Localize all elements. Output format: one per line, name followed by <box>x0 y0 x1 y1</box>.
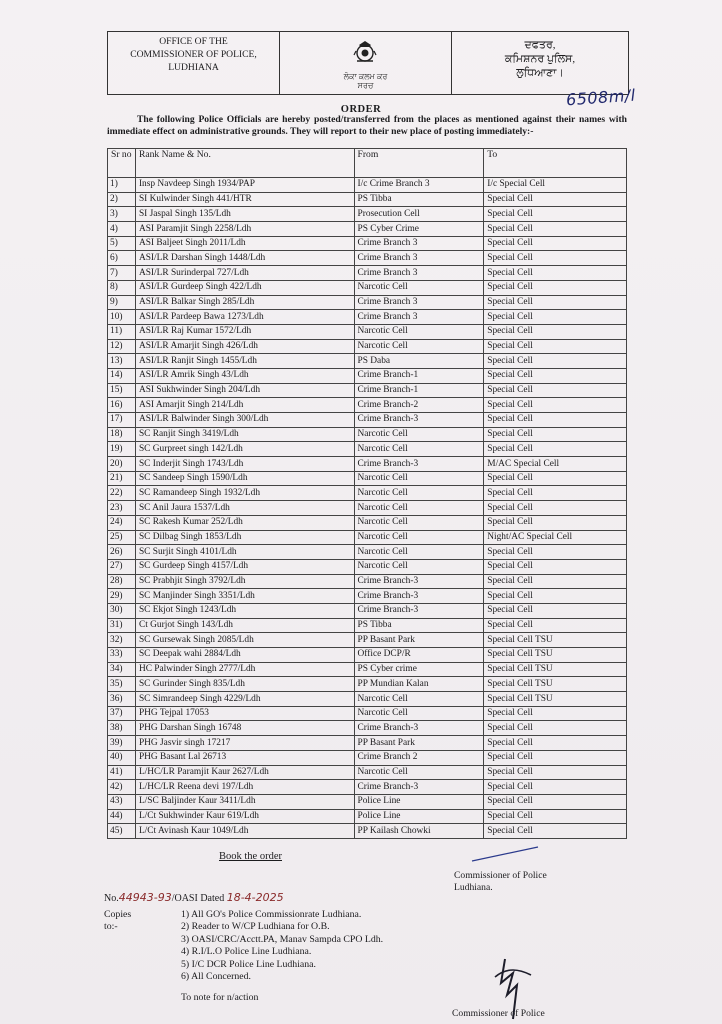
row-from: PS Daba <box>354 354 484 369</box>
table-row <box>108 457 627 472</box>
row-to: M/AC Special Cell <box>484 457 627 472</box>
office-name-english <box>108 32 280 94</box>
letterhead <box>107 31 629 95</box>
row-from: Narcotic Cell <box>354 692 484 707</box>
row-sr-no: 36) <box>108 692 136 707</box>
row-to: Special Cell <box>484 545 627 560</box>
row-sr-no: 13) <box>108 354 136 369</box>
row-rank-name: L/HC/LR Paramjit Kaur 2627/Ldh <box>135 765 354 780</box>
row-sr-no: 33) <box>108 648 136 663</box>
row-rank-name: SC Prabhjit Singh 3792/Ldh <box>135 574 354 589</box>
table-row <box>108 368 627 383</box>
ref-number: 44943-93 <box>118 891 172 904</box>
row-from: Crime Branch-3 <box>354 413 484 428</box>
row-sr-no: 8) <box>108 280 136 295</box>
row-sr-no: 7) <box>108 266 136 281</box>
row-to: Special Cell <box>484 339 627 354</box>
office-line-punjabi: ਕਮਿਸ਼ਨਰ ਪੁਲਿਸ, <box>504 53 576 65</box>
table-row <box>108 280 627 295</box>
row-rank-name: ASI/LR Gurdeep Singh 422/Ldh <box>135 280 354 295</box>
row-from: Crime Branch-3 <box>354 780 484 795</box>
row-to: Special Cell <box>484 824 627 839</box>
row-rank-name: PHG Basant Lal 26713 <box>135 750 354 765</box>
row-sr-no: 2) <box>108 192 136 207</box>
row-sr-no: 22) <box>108 486 136 501</box>
row-sr-no: 1) <box>108 178 136 193</box>
row-to: Special Cell <box>484 222 627 237</box>
row-from: PP Kailash Chowki <box>354 824 484 839</box>
row-to: Special Cell <box>484 192 627 207</box>
row-from: Narcotic Cell <box>354 545 484 560</box>
row-from: Police Line <box>354 809 484 824</box>
row-sr-no: 38) <box>108 721 136 736</box>
row-rank-name: SC Gurinder Singh 835/Ldh <box>135 677 354 692</box>
row-rank-name: L/SC Baljinder Kaur 3411/Ldh <box>135 794 354 809</box>
table-row <box>108 721 627 736</box>
row-rank-name: ASI/LR Ranjit Singh 1455/Ldh <box>135 354 354 369</box>
row-from: Narcotic Cell <box>354 501 484 516</box>
row-to: Special Cell <box>484 295 627 310</box>
row-rank-name: ASI/LR Raj Kumar 1572/Ldh <box>135 324 354 339</box>
table-row <box>108 633 627 648</box>
table-row <box>108 501 627 516</box>
table-row <box>108 780 627 795</box>
table-row <box>108 178 627 193</box>
row-to: Special Cell <box>484 207 627 222</box>
row-from: I/c Crime Branch 3 <box>354 178 484 193</box>
row-from: Narcotic Cell <box>354 706 484 721</box>
table-row <box>108 559 627 574</box>
row-to: Special Cell <box>484 383 627 398</box>
row-rank-name: ASI Sukhwinder Singh 204/Ldh <box>135 383 354 398</box>
header-rank-name: Rank Name & No. <box>135 149 354 178</box>
emblem-caption <box>280 72 451 90</box>
row-rank-name: HC Palwinder Singh 2777/Ldh <box>135 662 354 677</box>
table-row <box>108 618 627 633</box>
row-rank-name: PHG Jasvir singh 17217 <box>135 736 354 751</box>
row-rank-name: SC Dilbag Singh 1853/Ldh <box>135 530 354 545</box>
table-row <box>108 648 627 663</box>
row-to: Special Cell <box>484 354 627 369</box>
row-to: Special Cell <box>484 310 627 325</box>
row-from: Narcotic Cell <box>354 442 484 457</box>
table-row <box>108 339 627 354</box>
row-rank-name: SC Anil Jaura 1537/Ldh <box>135 501 354 516</box>
row-from: Crime Branch-3 <box>354 721 484 736</box>
row-rank-name: SI Jaspal Singh 135/Ldh <box>135 207 354 222</box>
row-from: Crime Branch 3 <box>354 251 484 266</box>
row-to: Special Cell <box>484 618 627 633</box>
copies-label: Copies to:- <box>104 909 132 933</box>
row-sr-no: 29) <box>108 589 136 604</box>
row-sr-no: 5) <box>108 236 136 251</box>
row-rank-name: SC Gursewak Singh 2085/Ldh <box>135 633 354 648</box>
row-rank-name: SC Ranjit Singh 3419/Ldh <box>135 427 354 442</box>
office-line: LUDHIANA <box>168 62 219 73</box>
order-title: ORDER <box>340 104 382 115</box>
row-to: Special Cell <box>484 706 627 721</box>
row-rank-name: ASI Amarjit Singh 214/Ldh <box>135 398 354 413</box>
copy-recipient: 6) All Concerned. <box>181 971 251 983</box>
office-line-punjabi: ਦਫਤਰ, <box>524 39 556 51</box>
row-rank-name: L/Ct Sukhwinder Kaur 619/Ldh <box>135 809 354 824</box>
row-sr-no: 26) <box>108 545 136 560</box>
row-sr-no: 16) <box>108 398 136 413</box>
row-to: Special Cell <box>484 780 627 795</box>
emblem-caption-line: ਲੋਕਾ ਕਲਮ ਕਰ <box>343 72 388 81</box>
row-sr-no: 4) <box>108 222 136 237</box>
row-from: Narcotic Cell <box>354 530 484 545</box>
row-sr-no: 37) <box>108 706 136 721</box>
header-from: From <box>354 149 484 178</box>
row-rank-name: ASI/LR Balwinder Singh 300/Ldh <box>135 413 354 428</box>
row-from: Crime Branch 3 <box>354 310 484 325</box>
row-to: Special Cell <box>484 721 627 736</box>
row-from: Narcotic Cell <box>354 427 484 442</box>
row-sr-no: 45) <box>108 824 136 839</box>
table-row <box>108 354 627 369</box>
signatory-bottom: Commissioner of Police <box>452 1008 545 1019</box>
header-to: To <box>484 149 627 178</box>
row-to: Special Cell TSU <box>484 692 627 707</box>
copies-list <box>181 909 511 983</box>
row-rank-name: SC Manjinder Singh 3351/Ldh <box>135 589 354 604</box>
row-sr-no: 17) <box>108 413 136 428</box>
row-sr-no: 43) <box>108 794 136 809</box>
row-from: PP Basant Park <box>354 736 484 751</box>
row-to: Special Cell <box>484 427 627 442</box>
row-sr-no: 32) <box>108 633 136 648</box>
row-to: Special Cell <box>484 574 627 589</box>
row-rank-name: ASI/LR Amrik Singh 43/Ldh <box>135 368 354 383</box>
row-to: Special Cell <box>484 603 627 618</box>
row-rank-name: SC Gurpreet singh 142/Ldh <box>135 442 354 457</box>
row-to: Special Cell <box>484 486 627 501</box>
row-rank-name: Insp Navdeep Singh 1934/PAP <box>135 178 354 193</box>
table-row <box>108 794 627 809</box>
row-rank-name: SC Gurdeep Singh 4157/Ldh <box>135 559 354 574</box>
row-from: Police Line <box>354 794 484 809</box>
intro-paragraph: The following Police Officials are hereby posted/transferred from the places as mentioned against their names with immediate effect on administrative grounds. They will report to their new place of posting immediately:- <box>107 114 627 137</box>
row-to: Special Cell <box>484 324 627 339</box>
row-from: Crime Branch-3 <box>354 589 484 604</box>
row-rank-name: ASI Baljeet Singh 2011/Ldh <box>135 236 354 251</box>
row-to: Special Cell TSU <box>484 648 627 663</box>
copy-recipient: 4) R.I/L.O Police Line Ludhiana. <box>181 946 312 958</box>
row-rank-name: ASI/LR Darshan Singh 1448/Ldh <box>135 251 354 266</box>
table-row <box>108 589 627 604</box>
signatory-block <box>454 870 547 894</box>
row-rank-name: SC Ramandeep Singh 1932/Ldh <box>135 486 354 501</box>
office-line: COMMISSIONER OF POLICE, <box>130 49 257 60</box>
ref-prefix: No. <box>104 893 119 904</box>
row-sr-no: 39) <box>108 736 136 751</box>
table-row <box>108 222 627 237</box>
row-rank-name: SI Kulwinder Singh 441/HTR <box>135 192 354 207</box>
table-row <box>108 383 627 398</box>
table-row <box>108 706 627 721</box>
ref-middle: /OASI Dated <box>171 893 225 904</box>
row-from: Office DCP/R <box>354 648 484 663</box>
table-row <box>108 809 627 824</box>
handwritten-dispatch-number: 6508m/l <box>565 85 637 110</box>
row-sr-no: 41) <box>108 765 136 780</box>
table-row <box>108 295 627 310</box>
table-row <box>108 515 627 530</box>
row-to: Special Cell <box>484 765 627 780</box>
row-rank-name: PHG Darshan Singh 16748 <box>135 721 354 736</box>
row-from: Crime Branch 3 <box>354 295 484 310</box>
row-to: Night/AC Special Cell <box>484 530 627 545</box>
row-rank-name: SC Inderjit Singh 1743/Ldh <box>135 457 354 472</box>
table-row <box>108 471 627 486</box>
copy-recipient: 3) OASI/CRC/Acctt.PA, Manav Sampda CPO Ldh. <box>181 933 384 945</box>
table-row <box>108 192 627 207</box>
row-rank-name: SC Rakesh Kumar 252/Ldh <box>135 515 354 530</box>
row-sr-no: 6) <box>108 251 136 266</box>
table-row <box>108 207 627 222</box>
table-row <box>108 236 627 251</box>
copy-recipient: 5) I/C DCR Police Line Ludhiana. <box>181 958 316 970</box>
row-from: Narcotic Cell <box>354 486 484 501</box>
row-from: Crime Branch-1 <box>354 383 484 398</box>
row-from: Crime Branch-3 <box>354 457 484 472</box>
row-to: Special Cell <box>484 794 627 809</box>
row-from: PP Basant Park <box>354 633 484 648</box>
row-rank-name: SC Sandeep Singh 1590/Ldh <box>135 471 354 486</box>
row-sr-no: 14) <box>108 368 136 383</box>
table-row <box>108 750 627 765</box>
row-from: Crime Branch 3 <box>354 236 484 251</box>
row-rank-name: SC Surjit Singh 4101/Ldh <box>135 545 354 560</box>
row-from: Crime Branch-3 <box>354 574 484 589</box>
row-rank-name: ASI Paramjit Singh 2258/Ldh <box>135 222 354 237</box>
table-row <box>108 530 627 545</box>
row-from: PP Mundian Kalan <box>354 677 484 692</box>
row-from: Prosecution Cell <box>354 207 484 222</box>
row-sr-no: 34) <box>108 662 136 677</box>
row-sr-no: 40) <box>108 750 136 765</box>
table-row <box>108 677 627 692</box>
row-from: PS Tibba <box>354 192 484 207</box>
table-row <box>108 486 627 501</box>
copy-recipient: 2) Reader to W/CP Ludhiana for O.B. <box>181 921 330 933</box>
row-to: Special Cell <box>484 266 627 281</box>
row-to: Special Cell <box>484 750 627 765</box>
row-from: Crime Branch 2 <box>354 750 484 765</box>
row-to: Special Cell TSU <box>484 677 627 692</box>
row-rank-name: ASI/LR Amarjit Singh 426/Ldh <box>135 339 354 354</box>
order-intro <box>107 114 627 138</box>
row-rank-name: PHG Tejpal 17053 <box>135 706 354 721</box>
row-sr-no: 10) <box>108 310 136 325</box>
table-row <box>108 824 627 839</box>
ref-date: 18-4-2025 <box>226 891 284 904</box>
row-from: PS Cyber crime <box>354 662 484 677</box>
row-to: Special Cell <box>484 398 627 413</box>
reference-line <box>104 891 284 904</box>
table-row <box>108 266 627 281</box>
table-row <box>108 413 627 428</box>
table-row <box>108 442 627 457</box>
note-for-action: To note for n/action <box>181 992 259 1003</box>
row-to: Special Cell <box>484 251 627 266</box>
office-name-punjabi <box>452 32 628 94</box>
row-from: Narcotic Cell <box>354 324 484 339</box>
row-rank-name: L/HC/LR Reena devi 197/Ldh <box>135 780 354 795</box>
row-sr-no: 20) <box>108 457 136 472</box>
table-row <box>108 251 627 266</box>
row-rank-name: ASI/LR Balkar Singh 285/Ldh <box>135 295 354 310</box>
row-to: Special Cell <box>484 736 627 751</box>
row-rank-name: SC Simrandeep Singh 4229/Ldh <box>135 692 354 707</box>
police-emblem-icon <box>352 39 378 65</box>
row-to: Special Cell <box>484 515 627 530</box>
row-from: Narcotic Cell <box>354 280 484 295</box>
row-to: Special Cell <box>484 471 627 486</box>
row-to: I/c Special Cell <box>484 178 627 193</box>
table-row <box>108 692 627 707</box>
row-from: Crime Branch-3 <box>354 603 484 618</box>
row-sr-no: 30) <box>108 603 136 618</box>
row-to: Special Cell <box>484 280 627 295</box>
row-sr-no: 31) <box>108 618 136 633</box>
row-sr-no: 25) <box>108 530 136 545</box>
row-sr-no: 15) <box>108 383 136 398</box>
table-row <box>108 398 627 413</box>
table-row <box>108 310 627 325</box>
row-sr-no: 3) <box>108 207 136 222</box>
row-from: Crime Branch-1 <box>354 368 484 383</box>
emblem-block <box>280 32 452 94</box>
signature-mark-icon <box>470 845 540 865</box>
table-row <box>108 324 627 339</box>
table-row <box>108 603 627 618</box>
office-line: OFFICE OF THE <box>159 36 228 47</box>
row-from: Narcotic Cell <box>354 471 484 486</box>
row-sr-no: 11) <box>108 324 136 339</box>
table-row <box>108 545 627 560</box>
row-to: Special Cell <box>484 501 627 516</box>
row-sr-no: 28) <box>108 574 136 589</box>
row-from: PS Tibba <box>354 618 484 633</box>
row-to: Special Cell TSU <box>484 662 627 677</box>
row-from: Narcotic Cell <box>354 559 484 574</box>
row-to: Special Cell <box>484 442 627 457</box>
table-header-row <box>108 149 627 178</box>
table-row <box>108 765 627 780</box>
row-from: PS Cyber Crime <box>354 222 484 237</box>
office-line-punjabi: ਲੁਧਿਆਣਾ। <box>516 67 564 79</box>
table-row <box>108 662 627 677</box>
row-sr-no: 21) <box>108 471 136 486</box>
row-sr-no: 44) <box>108 809 136 824</box>
row-to: Special Cell TSU <box>484 633 627 648</box>
book-the-order: Book the order <box>219 851 282 862</box>
table-row <box>108 427 627 442</box>
row-rank-name: ASI/LR Pardeep Bawa 1273/Ldh <box>135 310 354 325</box>
row-sr-no: 24) <box>108 515 136 530</box>
row-rank-name: ASI/LR Surinderpal 727/Ldh <box>135 266 354 281</box>
row-to: Special Cell <box>484 589 627 604</box>
row-sr-no: 27) <box>108 559 136 574</box>
row-to: Special Cell <box>484 236 627 251</box>
row-from: Narcotic Cell <box>354 339 484 354</box>
row-sr-no: 19) <box>108 442 136 457</box>
header-sr-no: Sr no <box>108 149 136 178</box>
row-to: Special Cell <box>484 809 627 824</box>
row-sr-no: 42) <box>108 780 136 795</box>
signatory-title: Commissioner of Police <box>454 870 547 881</box>
row-sr-no: 18) <box>108 427 136 442</box>
row-sr-no: 9) <box>108 295 136 310</box>
row-sr-no: 23) <box>108 501 136 516</box>
row-from: Narcotic Cell <box>354 515 484 530</box>
row-to: Special Cell <box>484 368 627 383</box>
row-from: Narcotic Cell <box>354 765 484 780</box>
row-rank-name: Ct Gurjot Singh 143/Ldh <box>135 618 354 633</box>
row-rank-name: SC Ekjot Singh 1243/Ldh <box>135 603 354 618</box>
table-row <box>108 574 627 589</box>
row-rank-name: SC Deepak wahi 2884/Ldh <box>135 648 354 663</box>
row-sr-no: 35) <box>108 677 136 692</box>
posting-table <box>107 148 627 839</box>
copy-recipient: 1) All GO's Police Commissionrate Ludhiana. <box>181 909 362 920</box>
emblem-caption-line: ਸਰਚ <box>357 81 374 90</box>
row-from: Crime Branch-2 <box>354 398 484 413</box>
row-to: Special Cell <box>484 559 627 574</box>
row-sr-no: 12) <box>108 339 136 354</box>
signatory-place: Ludhiana. <box>454 882 493 893</box>
row-from: Crime Branch 3 <box>354 266 484 281</box>
row-rank-name: L/Ct Avinash Kaur 1049/Ldh <box>135 824 354 839</box>
table-row <box>108 736 627 751</box>
row-to: Special Cell <box>484 413 627 428</box>
